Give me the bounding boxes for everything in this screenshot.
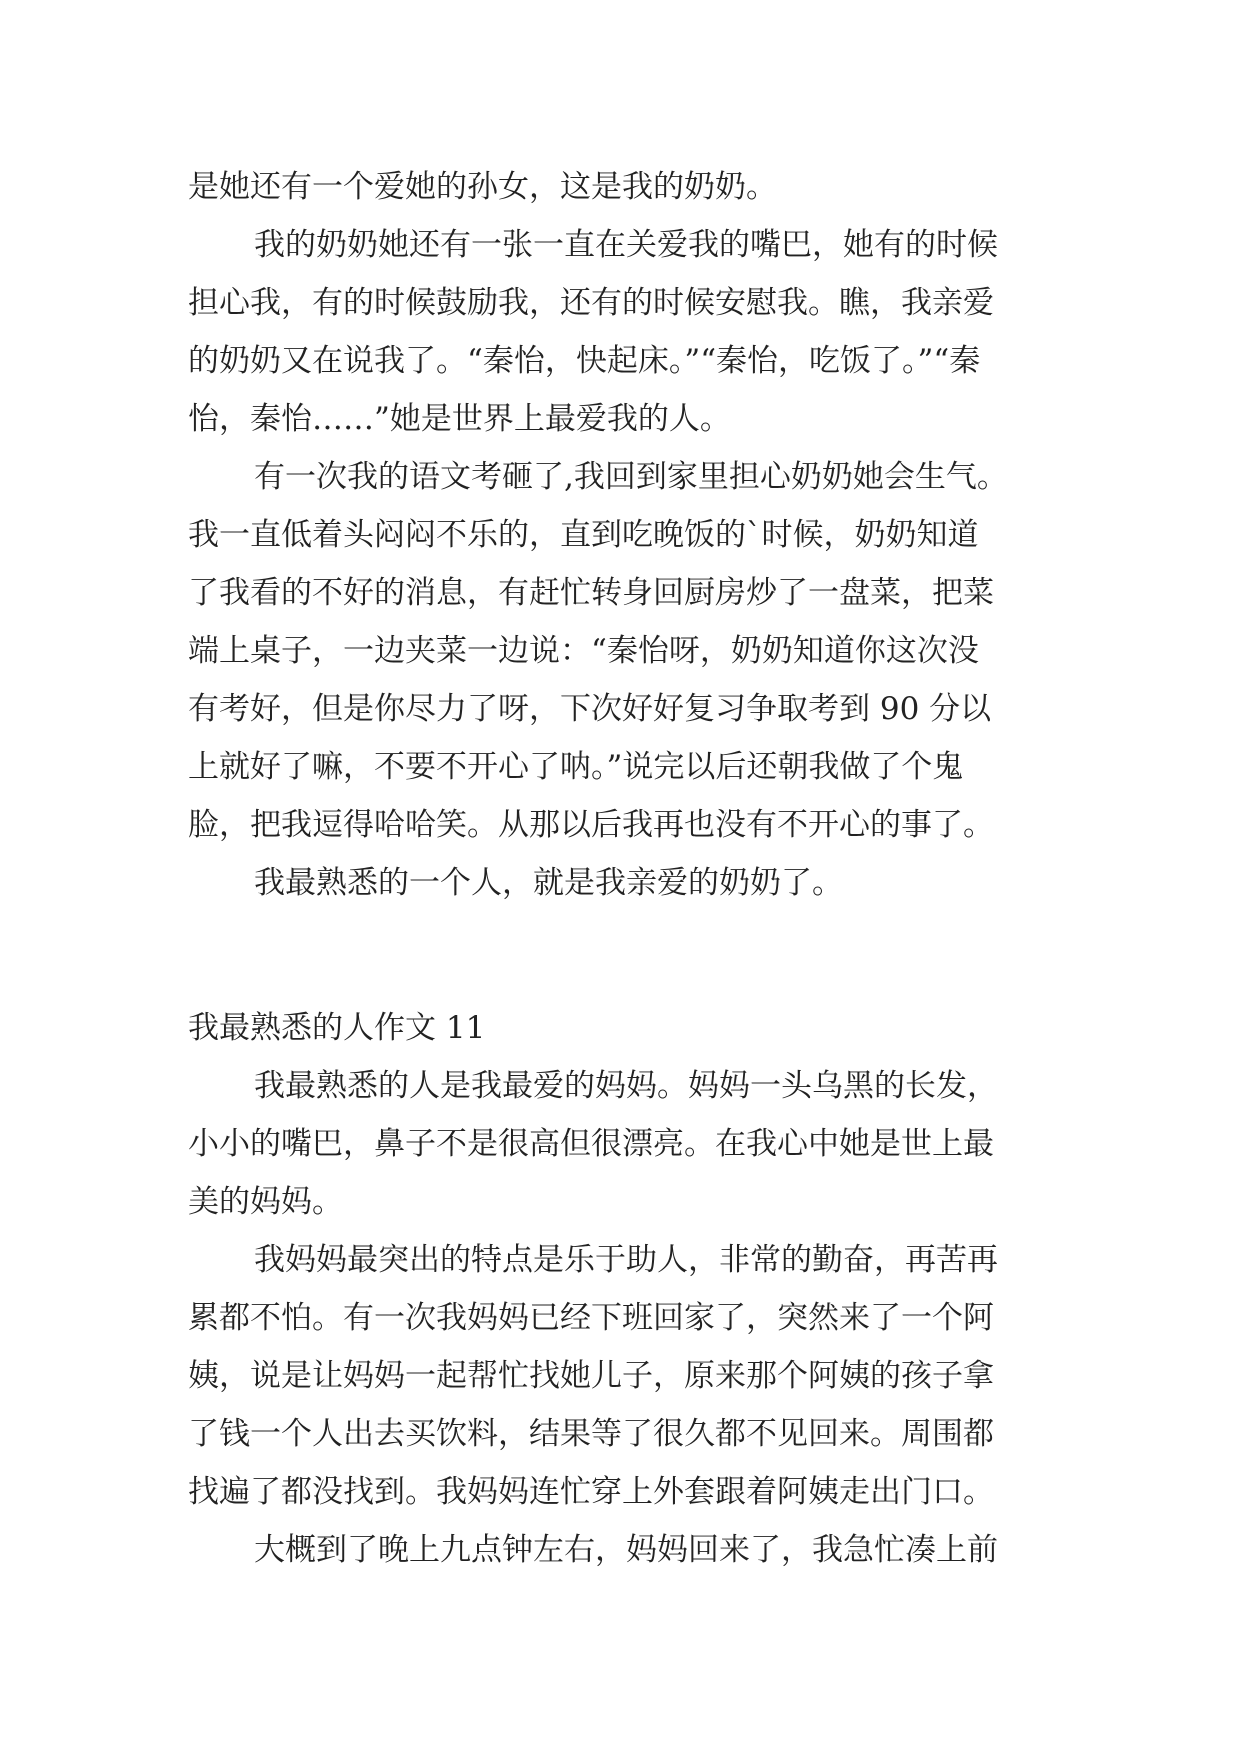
text-line: 小小的嘴巴，鼻子不是很高但很漂亮。在我心中她是世上最 — [188, 1126, 994, 1162]
paragraph-start: 我最熟悉的一个人，就是我亲爱的奶奶了。 — [254, 865, 843, 901]
text-line: 找遍了都没找到。我妈妈连忙穿上外套跟着阿姨走出门口。 — [188, 1474, 994, 1510]
paragraph-start: 我妈妈最突出的特点是乐于助人，非常的勤奋，再苦再 — [254, 1242, 998, 1278]
text-line: 的奶奶又在说我了。“秦怡，快起床。”“秦怡，吃饭了。”“秦 — [188, 343, 981, 379]
section-heading: 我最熟悉的人作文 11 — [188, 1010, 486, 1046]
text-line: 上就好了嘛，不要不开心了呐。”说完以后还朝我做了个鬼 — [188, 749, 964, 785]
text-line: 了钱一个人出去买饮料，结果等了很久都不见回来。周围都 — [188, 1416, 994, 1452]
text-line: 我一直低着头闷闷不乐的，直到吃晚饭的`时候，奶奶知道 — [188, 517, 979, 553]
text-line: 美的妈妈。 — [188, 1184, 343, 1220]
text-line: 姨，说是让妈妈一起帮忙找她儿子，原来那个阿姨的孩子拿 — [188, 1358, 994, 1394]
text-line: 端上桌子，一边夹菜一边说：“秦怡呀，奶奶知道你这次没 — [188, 633, 979, 669]
paragraph-start: 我的奶奶她还有一张一直在关爱我的嘴巴，她有的时候 — [254, 227, 998, 263]
document-body — [188, 158, 1068, 1579]
text-line: 怡，秦怡……”她是世界上最爱我的人。 — [188, 401, 731, 437]
text-line: 累都不怕。有一次我妈妈已经下班回家了，突然来了一个阿 — [188, 1300, 994, 1336]
paragraph-start: 有一次我的语文考砸了,我回到家里担心奶奶她会生气。 — [254, 459, 1008, 495]
text-line: 有考好，但是你尽力了呀，下次好好复习争取考到 90 分以 — [188, 691, 992, 727]
paragraph-start: 我最熟悉的人是我最爱的妈妈。妈妈一头乌黑的长发， — [254, 1068, 998, 1104]
text-line: 担心我，有的时候鼓励我，还有的时候安慰我。瞧，我亲爱 — [188, 285, 994, 321]
text-line: 了我看的不好的消息，有赶忙转身回厨房炒了一盘菜，把菜 — [188, 575, 994, 611]
section-gap — [188, 912, 1068, 999]
paragraph-start: 大概到了晚上九点钟左右，妈妈回来了，我急忙凑上前 — [254, 1532, 998, 1568]
text-line: 脸，把我逗得哈哈笑。从那以后我再也没有不开心的事了。 — [188, 807, 994, 843]
text-line: 是她还有一个爱她的孙女，这是我的奶奶。 — [188, 169, 777, 205]
